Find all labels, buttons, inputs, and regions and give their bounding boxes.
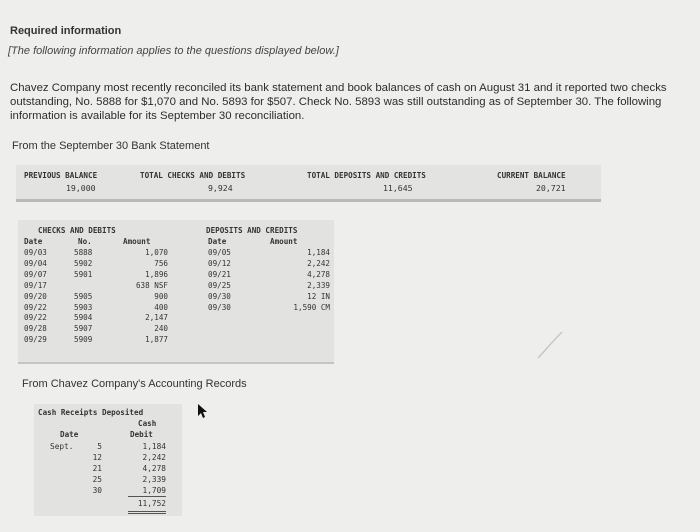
- cursor-icon: [196, 403, 210, 419]
- check-amount: 1,877: [145, 335, 168, 345]
- cash-total: 11,752: [137, 499, 166, 508]
- summary-value-deposits: 11,645: [383, 183, 413, 193]
- check-date: 09/28: [24, 324, 47, 334]
- receipt-amount: 1,709: [142, 486, 166, 495]
- check-number: 5904: [74, 313, 93, 323]
- receipt-day: 12: [92, 453, 102, 462]
- accounting-records-label: From Chavez Company's Accounting Records: [22, 378, 247, 390]
- check-amount: 400: [154, 302, 168, 312]
- receipt-day: 5: [97, 442, 102, 451]
- check-number: 5901: [74, 269, 93, 279]
- date-header: Date: [60, 430, 79, 439]
- summary-header-deposits: TOTAL DEPOSITS AND CREDITS: [307, 171, 426, 180]
- summary-header-previous: PREVIOUS BALANCE: [24, 171, 98, 180]
- check-amount: 2,147: [145, 313, 168, 323]
- check-date: 09/04: [24, 258, 47, 268]
- cash-header: Cash: [138, 419, 157, 428]
- summary-value-current: 20,721: [536, 183, 566, 193]
- cash-receipts-title: Cash Receipts Deposited: [38, 408, 144, 417]
- check-amount: 240: [154, 324, 168, 334]
- deposits-amount-column: [256, 248, 330, 313]
- receipt-day: 21: [92, 464, 102, 473]
- deposit-date: 09/25: [208, 280, 231, 290]
- check-amount: 638 NSF: [135, 280, 168, 290]
- check-date: 09/17: [24, 280, 47, 290]
- summary-header-current: CURRENT BALANCE: [497, 171, 566, 180]
- month-label: Sept.: [50, 442, 74, 451]
- deposit-amount: 12 IN: [307, 291, 330, 301]
- required-information-heading: Required information: [10, 25, 122, 37]
- detail-divider: [18, 362, 334, 364]
- check-amount: 900: [154, 291, 168, 301]
- deposits-header-date: Date: [208, 237, 227, 246]
- deposit-date: 09/12: [208, 258, 231, 268]
- checks-amount-column: [108, 248, 168, 346]
- checks-header-date: Date: [24, 237, 43, 246]
- checks-date-column: [24, 248, 47, 346]
- receipt-amount: 1,184: [142, 442, 166, 451]
- pen-mark-icon: [536, 330, 564, 360]
- deposits-date-column: [208, 248, 231, 313]
- check-number: 5905: [74, 291, 93, 301]
- summary-divider: [16, 199, 601, 202]
- check-number: [74, 281, 92, 292]
- receipt-day: 25: [92, 475, 102, 484]
- info-note: [The following information applies to the questions displayed below.]: [8, 45, 339, 57]
- deposit-amount: 4,278: [307, 269, 330, 279]
- check-amount: 1,070: [145, 248, 168, 257]
- receipt-amount: 4,278: [142, 464, 166, 473]
- check-number: 5903: [74, 302, 93, 312]
- intro-paragraph: Chavez Company most recently reconciled its bank statement and book balances of cash on August 31 and it reported two checks outstanding, No. 5888 for $1,070 and No. 5893 for $507. Check No. 5893 was still outstanding as of September 30. The following information is available for its September 30 reconciliation.: [10, 82, 667, 122]
- deposits-title: DEPOSITS AND CREDITS: [206, 226, 298, 235]
- total-double-underline-1: [128, 511, 166, 512]
- check-date: 09/07: [24, 269, 47, 279]
- bank-statement-label: From the September 30 Bank Statement: [12, 140, 210, 152]
- deposit-amount: 2,339: [307, 280, 330, 290]
- summary-value-checks: 9,924: [208, 183, 233, 193]
- summary-header-checks: TOTAL CHECKS AND DEBITS: [140, 171, 246, 180]
- total-underline: [128, 496, 166, 497]
- deposit-date: 09/05: [208, 248, 231, 257]
- check-date: 09/22: [24, 313, 47, 323]
- check-date: 09/22: [24, 302, 47, 312]
- deposit-amount: 2,242: [307, 258, 330, 268]
- check-date: 09/20: [24, 291, 47, 301]
- debit-header: Debit: [130, 430, 153, 439]
- deposit-date: 09/21: [208, 269, 231, 279]
- cash-day-column: [86, 441, 102, 496]
- check-date: 09/29: [24, 335, 47, 345]
- deposit-date: 09/30: [208, 302, 231, 312]
- receipt-day: 30: [92, 486, 102, 495]
- checks-title: CHECKS AND DEBITS: [38, 226, 116, 235]
- deposits-header-amount: Amount: [270, 237, 298, 246]
- cash-amount-column: [126, 441, 166, 496]
- checks-header-amount: Amount: [123, 237, 151, 246]
- deposit-amount: 1,184: [307, 248, 330, 257]
- summary-value-previous: 19,000: [66, 183, 96, 193]
- checks-header-no: No.: [78, 237, 92, 246]
- total-double-underline-2: [128, 513, 166, 514]
- check-amount: 1,896: [145, 269, 168, 279]
- deposit-amount: 1,590 CM: [293, 302, 330, 312]
- check-date: 09/03: [24, 248, 47, 257]
- check-number: 5907: [74, 324, 93, 334]
- check-number: 5909: [74, 335, 93, 345]
- check-number: 5888: [74, 248, 93, 257]
- check-number: 5902: [74, 258, 93, 268]
- checks-number-column: [74, 248, 92, 346]
- receipt-amount: 2,242: [142, 453, 166, 462]
- check-amount: 756: [154, 258, 168, 268]
- receipt-amount: 2,339: [142, 475, 166, 484]
- deposit-date: 09/30: [208, 291, 231, 301]
